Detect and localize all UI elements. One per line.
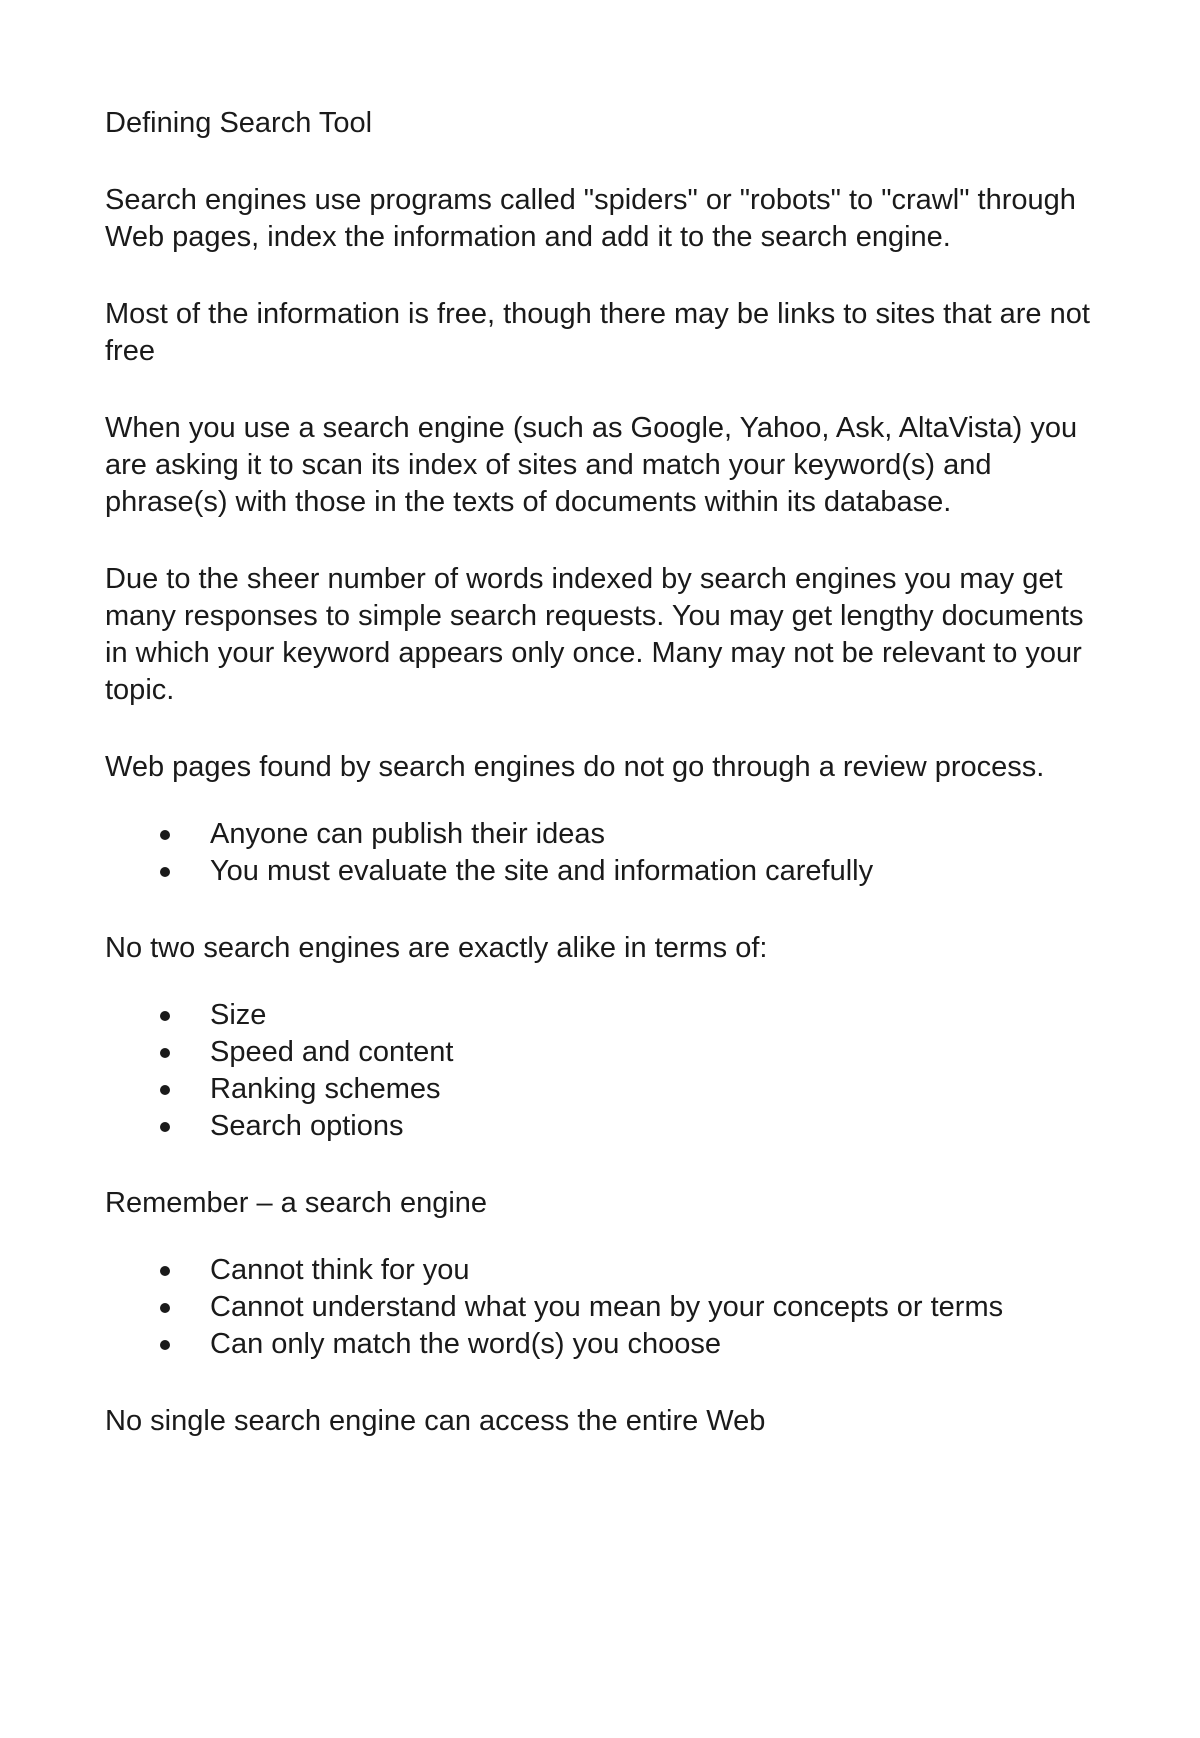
list-item [105, 997, 1105, 1034]
document-title: Defining Search Tool [105, 107, 373, 139]
list-item [105, 816, 1105, 853]
paragraph-not-alike: No two search engines are exactly alike in terms of: [105, 932, 768, 964]
list-item-text: Cannot understand what you mean by your concepts or terms [210, 1291, 1004, 1323]
list-item [105, 1326, 1105, 1363]
list-item-text: Ranking schemes [210, 1073, 441, 1105]
list-item-text: Speed and content [210, 1036, 454, 1068]
paragraph-how-search-works: When you use a search engine (such as Google, Yahoo, Ask, AltaVista) you are asking it to scan its index of sites and match your keyword(s) and phrase(s) with those in the texts of documents within its database. [105, 412, 1078, 518]
paragraph-remember: Remember – a search engine [105, 1187, 488, 1219]
list-item [105, 1034, 1105, 1071]
bullet-icon [160, 867, 170, 877]
list-remember [105, 1252, 1105, 1363]
bullet-icon [160, 1122, 170, 1132]
bullet-icon [160, 1011, 170, 1021]
bullet-icon [160, 1266, 170, 1276]
bullet-icon [160, 1340, 170, 1350]
list-item-text: Anyone can publish their ideas [210, 818, 605, 850]
paragraph-many-responses: Due to the sheer number of words indexed by search engines you may get many responses to simple search requests. You may get lengthy documents in which your keyword appears only once. Many may not be relevant to your topic. [105, 563, 1084, 706]
bullet-icon [160, 1085, 170, 1095]
paragraph-spiders: Search engines use programs called "spiders" or "robots" to "crawl" through Web pages, index the information and add it to the search engine. [105, 184, 1076, 253]
list-item [105, 1108, 1105, 1145]
list-differences [105, 997, 1105, 1145]
paragraph-no-single-engine: No single search engine can access the entire Web [105, 1405, 766, 1437]
paragraph-no-review: Web pages found by search engines do not go through a review process. [105, 751, 1045, 783]
list-item [105, 1289, 1105, 1326]
list-item-text: Search options [210, 1110, 404, 1142]
bullet-icon [160, 1303, 170, 1313]
document-body [105, 105, 1105, 1480]
bullet-icon [160, 1048, 170, 1058]
bullet-icon [160, 830, 170, 840]
list-item-text: Cannot think for you [210, 1254, 470, 1286]
list-item-text: Size [210, 999, 267, 1031]
list-item [105, 1071, 1105, 1108]
paragraph-free-information: Most of the information is free, though there may be links to sites that are not free [105, 298, 1090, 367]
list-item-text: Can only match the word(s) you choose [210, 1328, 721, 1360]
list-item [105, 1252, 1105, 1289]
list-item [105, 853, 1105, 890]
list-item-text: You must evaluate the site and information carefully [210, 855, 874, 887]
list-review [105, 816, 1105, 890]
